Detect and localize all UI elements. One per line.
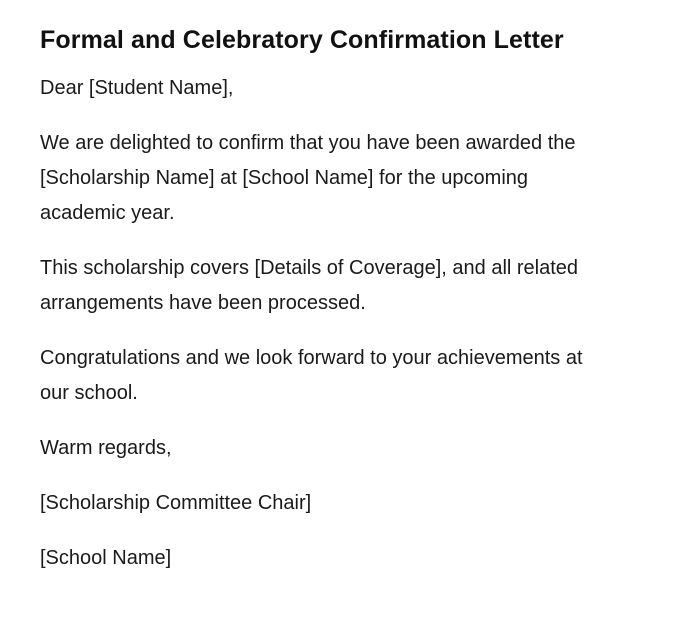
signature-name-paragraph: [Scholarship Committee Chair] bbox=[40, 492, 312, 514]
document-title: Formal and Celebratory Confirmation Letter bbox=[40, 26, 564, 54]
closing-paragraph: Warm regards, bbox=[40, 437, 172, 459]
award-confirmation-paragraph: We are delighted to confirm that you have been awarded the [Scholarship Name] at [School Name] for the upcoming academic year. bbox=[40, 132, 576, 224]
salutation-paragraph: Dear [Student Name], bbox=[40, 77, 234, 99]
signature-school-paragraph: [School Name] bbox=[40, 547, 172, 569]
congratulations-paragraph: Congratulations and we look forward to your achievements at our school. bbox=[40, 347, 583, 404]
coverage-paragraph: This scholarship covers [Details of Coverage], and all related arrangements have been processed. bbox=[40, 257, 579, 314]
letter-body bbox=[40, 71, 602, 576]
